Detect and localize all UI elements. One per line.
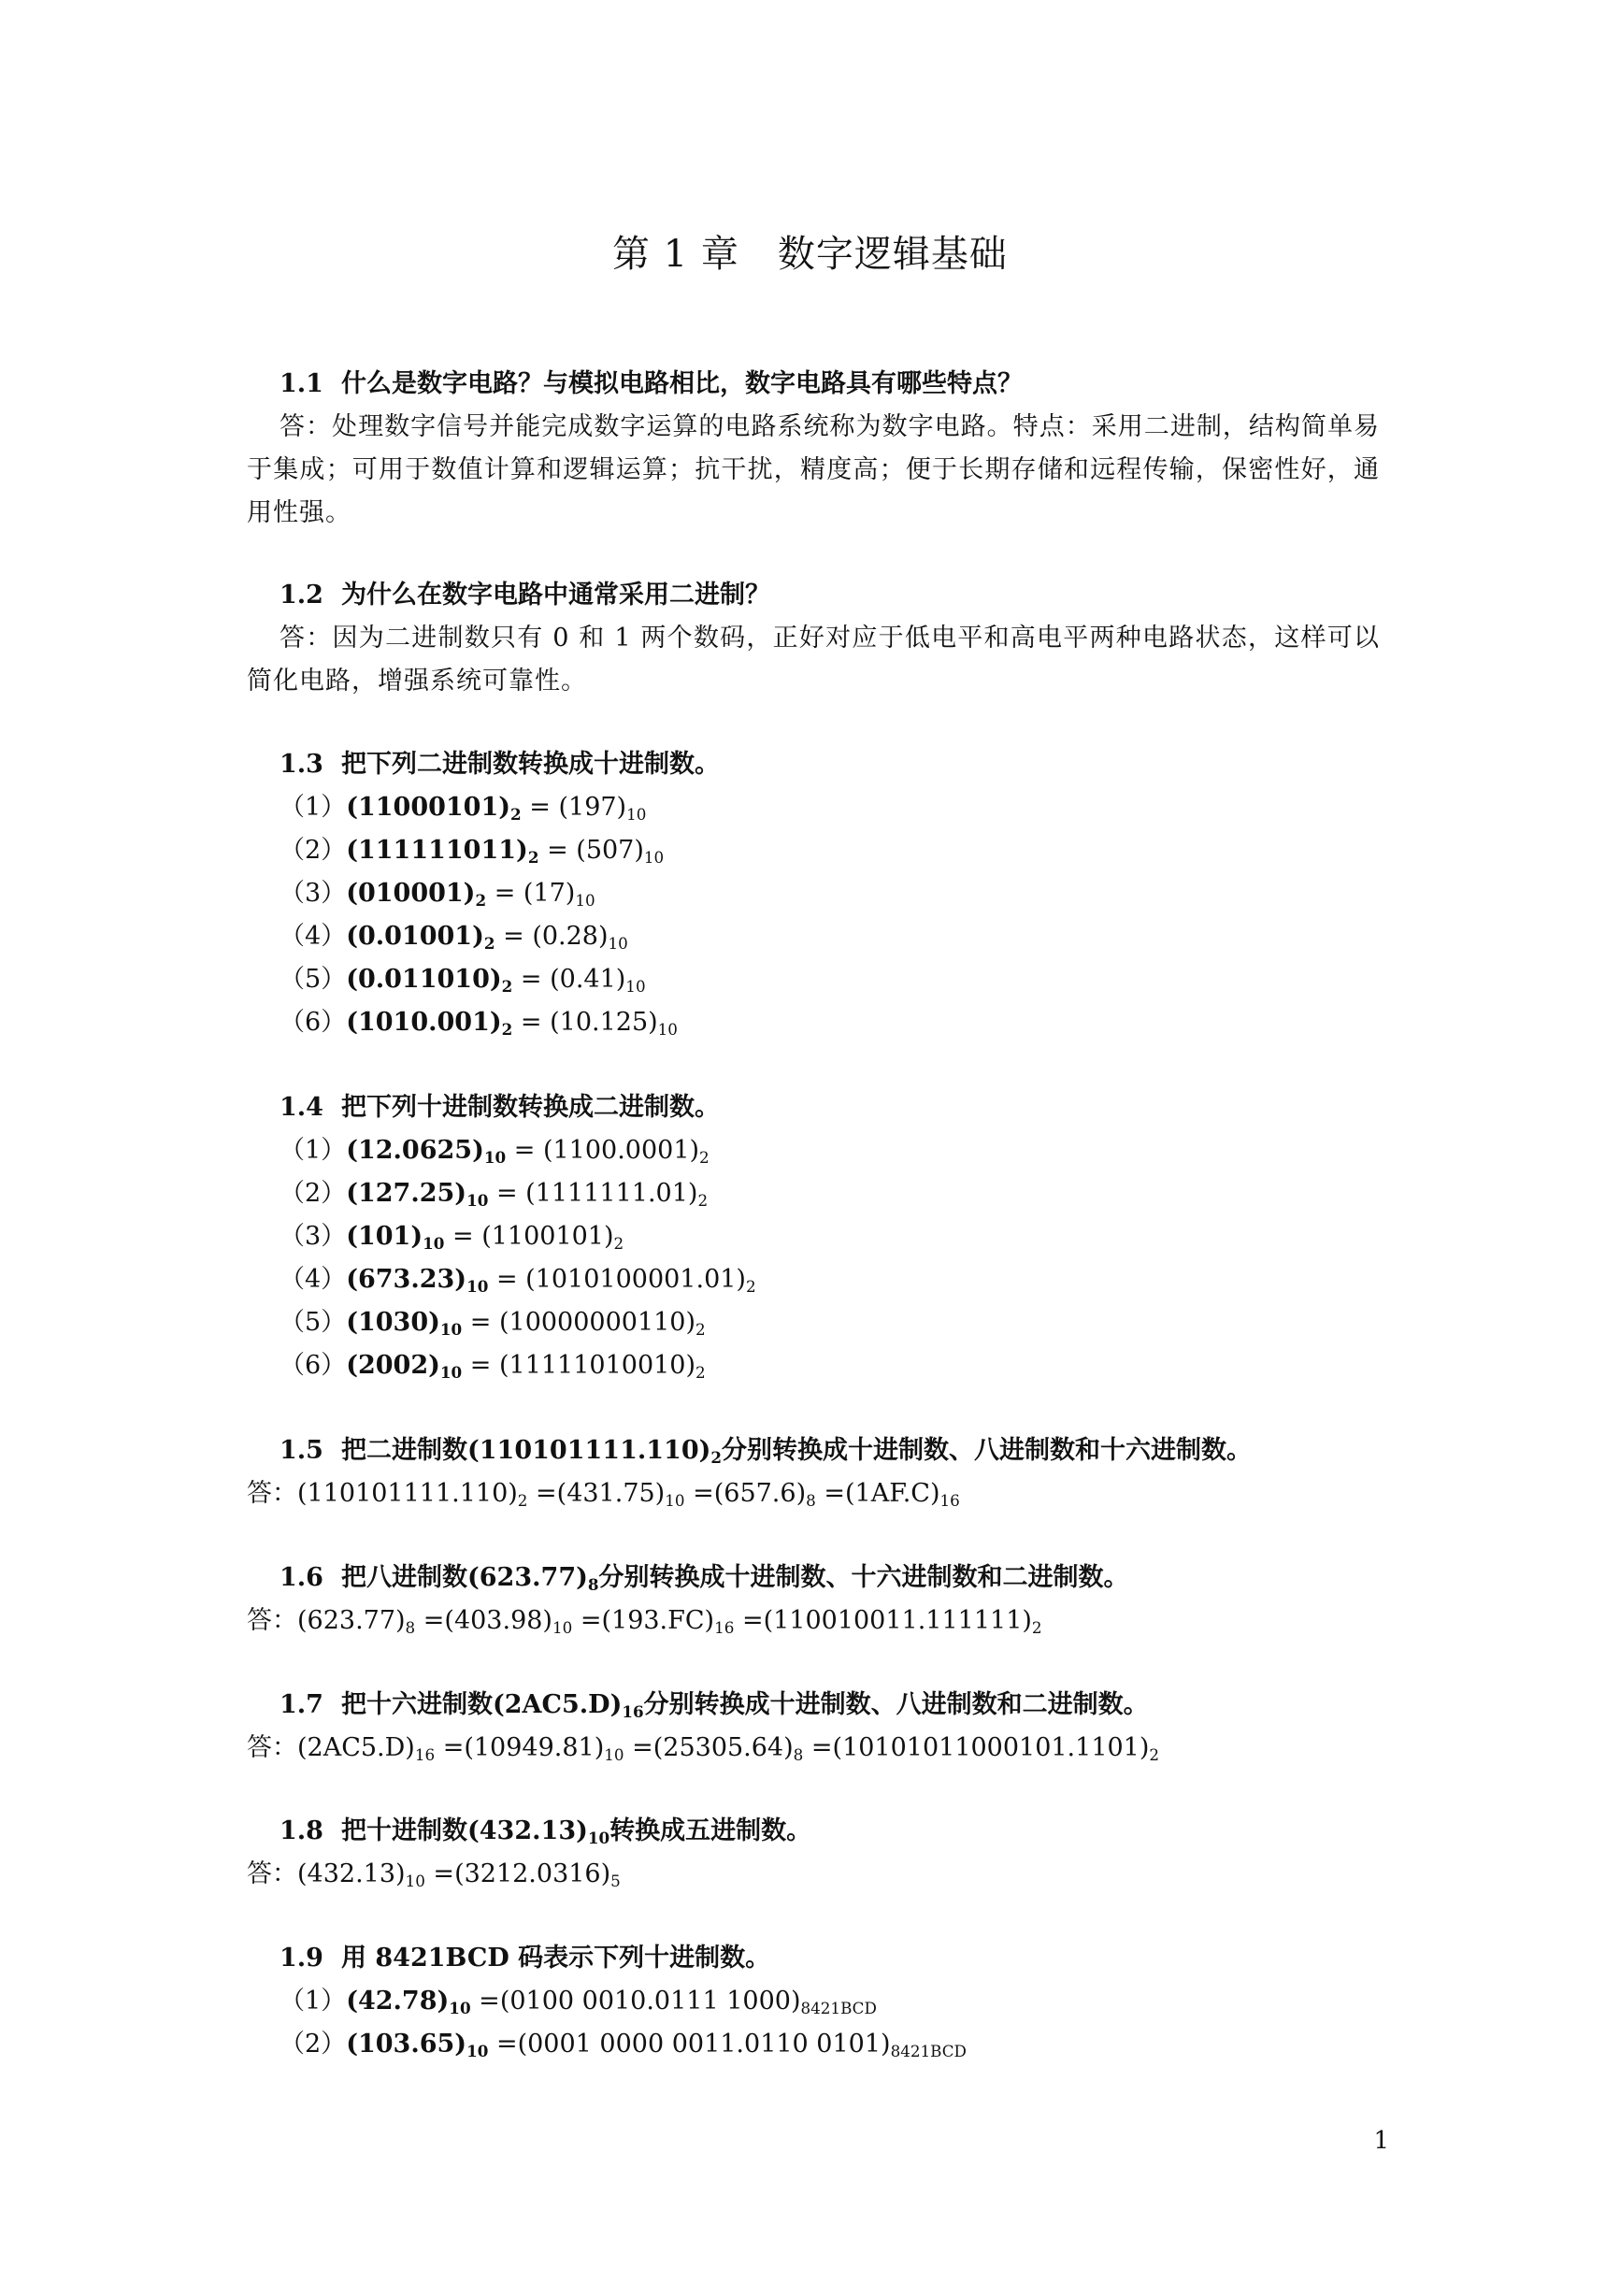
- section-1-5: [247, 1429, 1380, 1515]
- base-subscript: 2: [745, 1277, 756, 1297]
- source-number: [346, 793, 522, 825]
- answer-prefix: 答：: [247, 1733, 297, 1762]
- equals-sign: =: [462, 1351, 499, 1380]
- question-number: 1.9: [280, 1944, 323, 1973]
- list-item: [247, 1301, 1380, 1344]
- base-subscript: 10: [587, 1829, 610, 1848]
- source-value: (11000101): [346, 793, 511, 822]
- base-subscript: 2: [710, 1448, 723, 1468]
- question: [247, 743, 1380, 786]
- answer-value: (1AF.C): [844, 1479, 940, 1508]
- source-number: [346, 1987, 470, 2016]
- answer-line: [247, 1727, 1380, 1770]
- base-subscript: 2: [1149, 1745, 1160, 1765]
- result-value: (1111111.01): [525, 1179, 698, 1208]
- base-subscript: 10: [608, 934, 628, 954]
- base-subscript: 2: [475, 891, 487, 911]
- question-number-value: (110101111.110): [467, 1436, 711, 1465]
- chapter-title: 第 1 章 数字逻辑基础: [612, 233, 1008, 276]
- question-number: 1.7: [280, 1690, 323, 1719]
- base-subscript: 2: [699, 1148, 710, 1168]
- base-subscript: 16: [714, 1618, 735, 1638]
- source-value: (1010.001): [346, 1008, 502, 1037]
- result-value: (10000000110): [498, 1308, 696, 1337]
- base-subscript: 10: [466, 1191, 489, 1211]
- base-subscript: 2: [501, 977, 513, 997]
- source-value: (103.65): [346, 2030, 467, 2059]
- source-number: [346, 922, 495, 954]
- result-value: (0001 0000 0011.0110 0101): [517, 2030, 891, 2059]
- source-number: [346, 836, 539, 868]
- base-subscript: 10: [423, 1234, 445, 1254]
- base-subscript: 16: [414, 1745, 436, 1765]
- equals-sign: =: [495, 922, 533, 951]
- answer-prefix: 答：: [247, 1479, 297, 1508]
- equals-sign: =: [424, 1859, 455, 1888]
- item-label: （1）: [280, 1136, 347, 1165]
- section-1-4: [247, 1086, 1380, 1387]
- equals-sign: =: [512, 1008, 551, 1037]
- source-value: (127.25): [346, 1179, 467, 1208]
- base-subscript: 2: [501, 1020, 513, 1040]
- question-number: 1.6: [280, 1563, 323, 1592]
- list-item: [247, 1344, 1380, 1387]
- base-subscript: 2: [697, 1191, 709, 1211]
- question-text: 把二进制数: [341, 1436, 467, 1465]
- question-text: 用 8421BCD 码表示下列十进制数。: [341, 1944, 771, 1973]
- result-value: (17): [523, 879, 576, 908]
- answer-line: [247, 1472, 1380, 1515]
- result-value: (1100101): [481, 1222, 614, 1251]
- answer-value: (193.FC): [601, 1606, 715, 1635]
- equals-sign: =: [572, 1606, 602, 1635]
- base-subscript: 2: [695, 1363, 706, 1383]
- source-value: (0.011010): [346, 965, 502, 994]
- source-value: (2002): [346, 1351, 440, 1380]
- question-text: 为什么在数字电路中通常采用二进制？: [341, 581, 770, 610]
- list-item: [247, 2023, 1380, 2066]
- equals-sign: =: [538, 836, 577, 865]
- base-subscript: 2: [483, 934, 495, 954]
- list-item: [247, 915, 1380, 958]
- answer-value: (110101111.110): [297, 1479, 518, 1508]
- equals-sign: =: [734, 1606, 764, 1635]
- answer-line: [247, 1600, 1380, 1643]
- list-item: [247, 1172, 1380, 1215]
- result-value: (11111010010): [498, 1351, 696, 1380]
- item-label: （2）: [280, 2030, 347, 2059]
- question-number: 1.2: [280, 581, 323, 610]
- answer-value: (10101011000101.1101): [832, 1733, 1150, 1762]
- question-text: 把十进制数: [341, 1816, 467, 1845]
- section-1-9: [247, 1937, 1380, 2066]
- base-subscript: 10: [604, 1745, 624, 1765]
- list-item: [247, 786, 1380, 829]
- item-label: （3）: [280, 879, 347, 908]
- base-subscript: 8421BCD: [800, 1999, 877, 2018]
- item-label: （1）: [280, 1987, 347, 2016]
- base-subscript: 2: [517, 1491, 528, 1511]
- result-value: (0.41): [550, 965, 626, 994]
- item-label: （6）: [280, 1008, 347, 1037]
- item-label: （5）: [280, 965, 347, 994]
- base-subscript: 8: [587, 1575, 599, 1595]
- question-text: 把下列十进制数转换成二进制数。: [341, 1093, 720, 1122]
- base-subscript: 2: [1031, 1618, 1042, 1638]
- list-item: [247, 872, 1380, 915]
- conversion-list: [247, 1980, 1380, 2066]
- question-text: 把十六进制数: [341, 1690, 493, 1719]
- equals-sign: =: [488, 1265, 526, 1294]
- equals-sign: =: [444, 1222, 482, 1251]
- base-subscript: 10: [665, 1491, 685, 1511]
- base-subscript: 10: [439, 1320, 463, 1340]
- question-text: 什么是数字电路？与模拟电路相比，数字电路具有哪些特点？: [341, 369, 1023, 398]
- source-value: (42.78): [346, 1987, 450, 2016]
- answer-value: (110010011.111111): [763, 1606, 1032, 1635]
- question: [247, 574, 1380, 617]
- source-number: [346, 1179, 489, 1211]
- equals-sign: =: [486, 879, 523, 908]
- answer-value: (25305.64): [652, 1733, 794, 1762]
- question-text: 分别转换成十进制数、八进制数和二进制数。: [643, 1690, 1149, 1719]
- section-1-8: [247, 1810, 1380, 1896]
- base-subscript: 10: [466, 2042, 489, 2061]
- result-value: (0100 0010.0111 1000): [499, 1987, 801, 2016]
- section-1-3: [247, 743, 1380, 1044]
- answer-value: (623.77): [297, 1606, 406, 1635]
- answer-value: (2AC5.D): [297, 1733, 415, 1762]
- conversion-list: [247, 1129, 1380, 1387]
- result-value: (507): [576, 836, 644, 865]
- equals-sign: =: [521, 793, 559, 822]
- source-value: (12.0625): [346, 1136, 484, 1165]
- section-1-2: [247, 574, 1380, 703]
- question-number-value: (432.13): [467, 1816, 588, 1845]
- base-subscript: 2: [695, 1320, 706, 1340]
- source-value: (111111011): [346, 836, 528, 865]
- question: [247, 1810, 1380, 1853]
- question-number: 1.4: [280, 1093, 323, 1122]
- base-subscript: 10: [466, 1277, 489, 1297]
- source-value: (0.01001): [346, 922, 484, 951]
- source-value: (673.23): [346, 1265, 467, 1294]
- result-value: (1010100001.01): [525, 1265, 746, 1294]
- source-number: [346, 2030, 488, 2059]
- result-value: (1100.0001): [542, 1136, 700, 1165]
- answer-text: 答：因为二进制数只有 0 和 1 两个数码，正好对应于低电平和高电平两种电路状态，这样可以简化电路，增强系统可靠性。: [247, 624, 1380, 696]
- item-label: （4）: [280, 922, 347, 951]
- base-subscript: 8: [405, 1618, 416, 1638]
- question: [247, 363, 1380, 406]
- source-value: (1030): [346, 1308, 440, 1337]
- question-text: 转换成五进制数。: [609, 1816, 812, 1845]
- section-1-7: [247, 1684, 1380, 1770]
- list-item: [247, 829, 1380, 872]
- base-subscript: 10: [449, 1999, 471, 2018]
- source-number: [346, 1265, 489, 1297]
- section-1-6: [247, 1557, 1380, 1643]
- source-value: (101): [346, 1222, 423, 1251]
- source-value: (010001): [346, 879, 476, 908]
- base-subscript: 10: [405, 1872, 425, 1891]
- equals-sign: =: [684, 1479, 714, 1508]
- equals-sign: =: [512, 965, 551, 994]
- equals-sign: =: [506, 1136, 543, 1165]
- base-subscript: 2: [510, 805, 522, 825]
- base-subscript: 10: [575, 891, 595, 911]
- answer-prefix: 答：: [247, 1606, 297, 1635]
- equals-sign: =: [470, 1987, 500, 2016]
- list-item: [247, 958, 1380, 1001]
- base-subscript: 8: [793, 1745, 804, 1765]
- answer-value: (432.13): [297, 1859, 406, 1888]
- source-number: [346, 1008, 513, 1040]
- question-text: 分别转换成十进制数、十六进制数和二进制数。: [598, 1563, 1129, 1592]
- source-number: [346, 1222, 445, 1254]
- base-subscript: 16: [622, 1702, 644, 1722]
- answer-value: (403.98): [444, 1606, 552, 1635]
- section-1-1: [247, 363, 1380, 535]
- base-subscript: 2: [527, 848, 539, 868]
- source-number: [346, 1351, 463, 1383]
- equals-sign: =: [488, 1179, 526, 1208]
- base-subscript: 10: [625, 977, 646, 997]
- item-label: （2）: [280, 1179, 347, 1208]
- base-subscript: 2: [613, 1234, 624, 1254]
- question-number-value: (623.77): [467, 1563, 588, 1592]
- equals-sign: =: [815, 1479, 845, 1508]
- question-text: 把下列二进制数转换成十进制数。: [341, 750, 720, 779]
- item-label: （6）: [280, 1351, 347, 1380]
- question: [247, 1557, 1380, 1600]
- equals-sign: =: [435, 1733, 465, 1762]
- equals-sign: =: [803, 1733, 833, 1762]
- answer-prefix: 答：: [247, 1859, 297, 1888]
- question-number: 1.1: [280, 369, 323, 398]
- list-item: [247, 1980, 1380, 2023]
- question-number: 1.5: [280, 1436, 323, 1465]
- base-subscript: 16: [939, 1491, 960, 1511]
- source-number: [346, 879, 487, 911]
- item-label: （1）: [280, 793, 347, 822]
- question-text: 把八进制数: [341, 1563, 467, 1592]
- item-label: （2）: [280, 836, 347, 865]
- base-subscript: 8421BCD: [890, 2042, 967, 2061]
- question: [247, 1429, 1380, 1472]
- source-number: [346, 965, 513, 997]
- list-item: [247, 1258, 1380, 1301]
- base-subscript: 8: [806, 1491, 816, 1511]
- base-subscript: 10: [643, 848, 665, 868]
- source-number: [346, 1136, 507, 1168]
- equals-sign: =: [527, 1479, 557, 1508]
- question: [247, 1937, 1380, 1980]
- answer-line: [247, 1853, 1380, 1896]
- equals-sign: =: [488, 2030, 518, 2059]
- base-subscript: 10: [626, 805, 647, 825]
- list-item: [247, 1001, 1380, 1044]
- list-item: [247, 1129, 1380, 1172]
- question-number: 1.8: [280, 1816, 323, 1845]
- item-label: （3）: [280, 1222, 347, 1251]
- base-subscript: 10: [552, 1618, 573, 1638]
- question-number-value: (2AC5.D): [493, 1690, 623, 1719]
- answer-value: (10949.81): [464, 1733, 605, 1762]
- result-value: (10.125): [550, 1008, 658, 1037]
- question: [247, 1086, 1380, 1129]
- answer-value: (657.6): [713, 1479, 807, 1508]
- answer-value: (3212.0316): [454, 1859, 611, 1888]
- answer-text: 答：处理数字信号并能完成数字运算的电路系统称为数字电路。特点：采用二进制，结构简单易于集成；可用于数值计算和逻辑运算；抗干扰，精度高；便于长期存储和远程传输，保密性好，通用性强。: [247, 412, 1380, 527]
- list-item: [247, 1215, 1380, 1258]
- item-label: （5）: [280, 1308, 347, 1337]
- answer-value: (431.75): [556, 1479, 666, 1508]
- source-number: [346, 1308, 463, 1340]
- base-subscript: 5: [610, 1872, 621, 1891]
- question: [247, 1684, 1380, 1727]
- question-number: 1.3: [280, 750, 323, 779]
- page-number: 1: [1373, 2127, 1389, 2155]
- question-text: 分别转换成十进制数、八进制数和十六进制数。: [722, 1436, 1253, 1465]
- equals-sign: =: [415, 1606, 445, 1635]
- equals-sign: =: [624, 1733, 653, 1762]
- base-subscript: 10: [657, 1020, 678, 1040]
- result-value: (0.28): [532, 922, 609, 951]
- result-value: (197): [558, 793, 627, 822]
- base-subscript: 10: [483, 1148, 507, 1168]
- item-label: （4）: [280, 1265, 347, 1294]
- equals-sign: =: [462, 1308, 499, 1337]
- base-subscript: 10: [439, 1363, 463, 1383]
- conversion-list: [247, 786, 1380, 1044]
